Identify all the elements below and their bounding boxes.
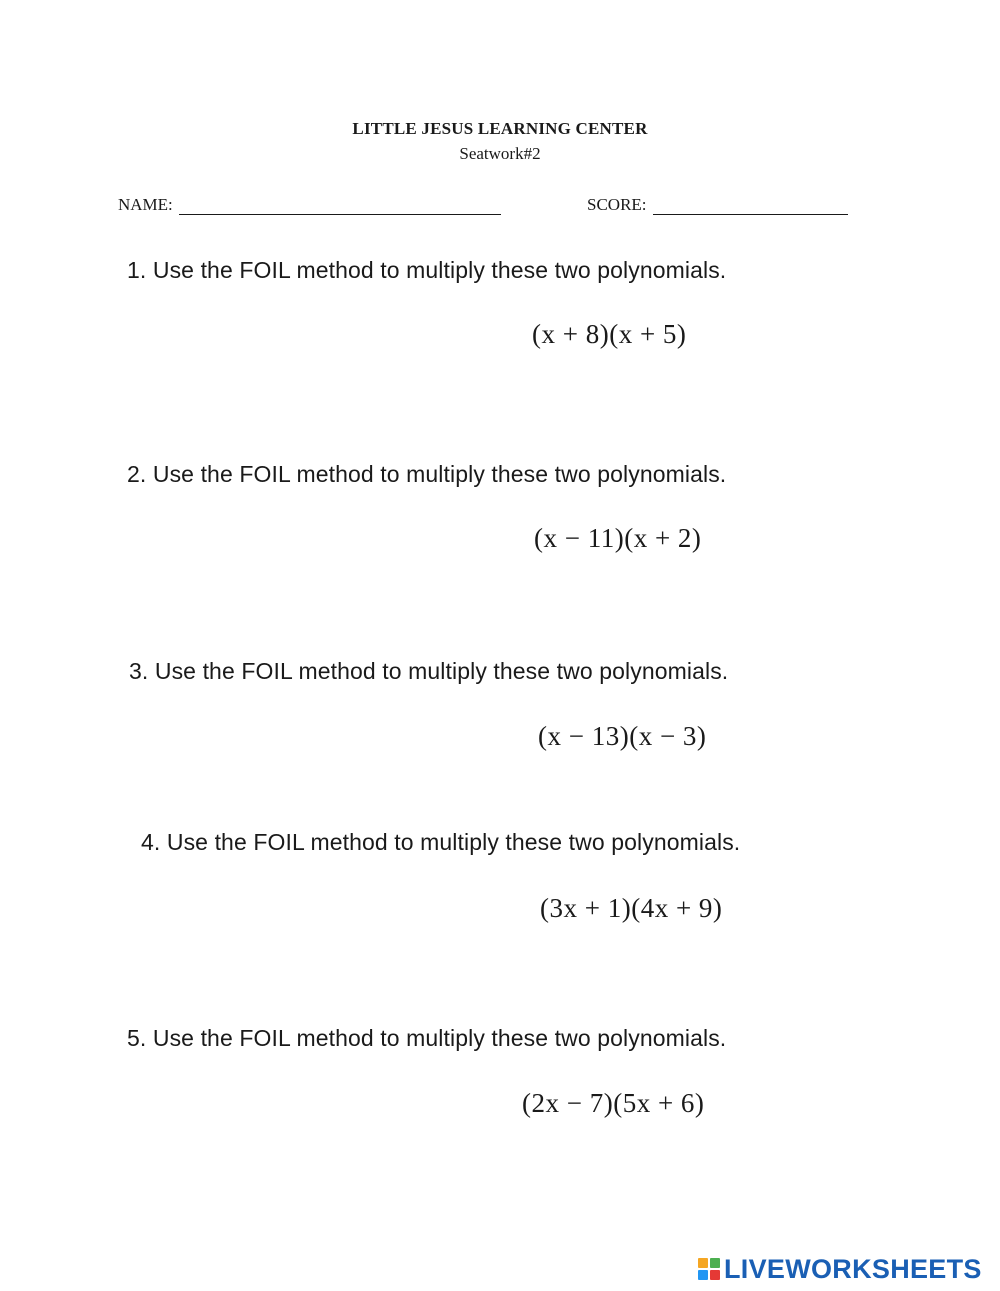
expression-2: (x − 11)(x + 2)	[534, 523, 702, 553]
question-3: 3. Use the FOIL method to multiply these two polynomials.	[129, 658, 729, 684]
question-2: 2. Use the FOIL method to multiply these two polynomials.	[127, 461, 727, 487]
school-title: LITTLE JESUS LEARNING CENTER	[352, 119, 648, 138]
name-input-line[interactable]	[179, 196, 501, 215]
question-4: 4. Use the FOIL method to multiply these two polynomials.	[141, 829, 741, 855]
name-label: NAME:	[118, 195, 173, 214]
question-5: 5. Use the FOIL method to multiply these two polynomials.	[127, 1025, 727, 1051]
expression-1: (x + 8)(x + 5)	[532, 319, 687, 349]
liveworksheets-logo	[698, 1252, 982, 1286]
expression-5: (2x − 7)(5x + 6)	[522, 1088, 705, 1118]
worksheet-subtitle: Seatwork#2	[459, 144, 541, 163]
expression-3: (x − 13)(x − 3)	[538, 721, 707, 751]
name-field	[118, 195, 501, 215]
score-label: SCORE:	[587, 195, 647, 214]
score-input-line[interactable]	[653, 196, 848, 215]
expression-4: (3x + 1)(4x + 9)	[540, 893, 723, 923]
logo-text: LIVEWORKSHEETS	[724, 1253, 982, 1284]
score-field	[587, 195, 848, 215]
logo-blocks-icon	[698, 1258, 720, 1280]
question-1: 1. Use the FOIL method to multiply these two polynomials.	[127, 257, 727, 283]
